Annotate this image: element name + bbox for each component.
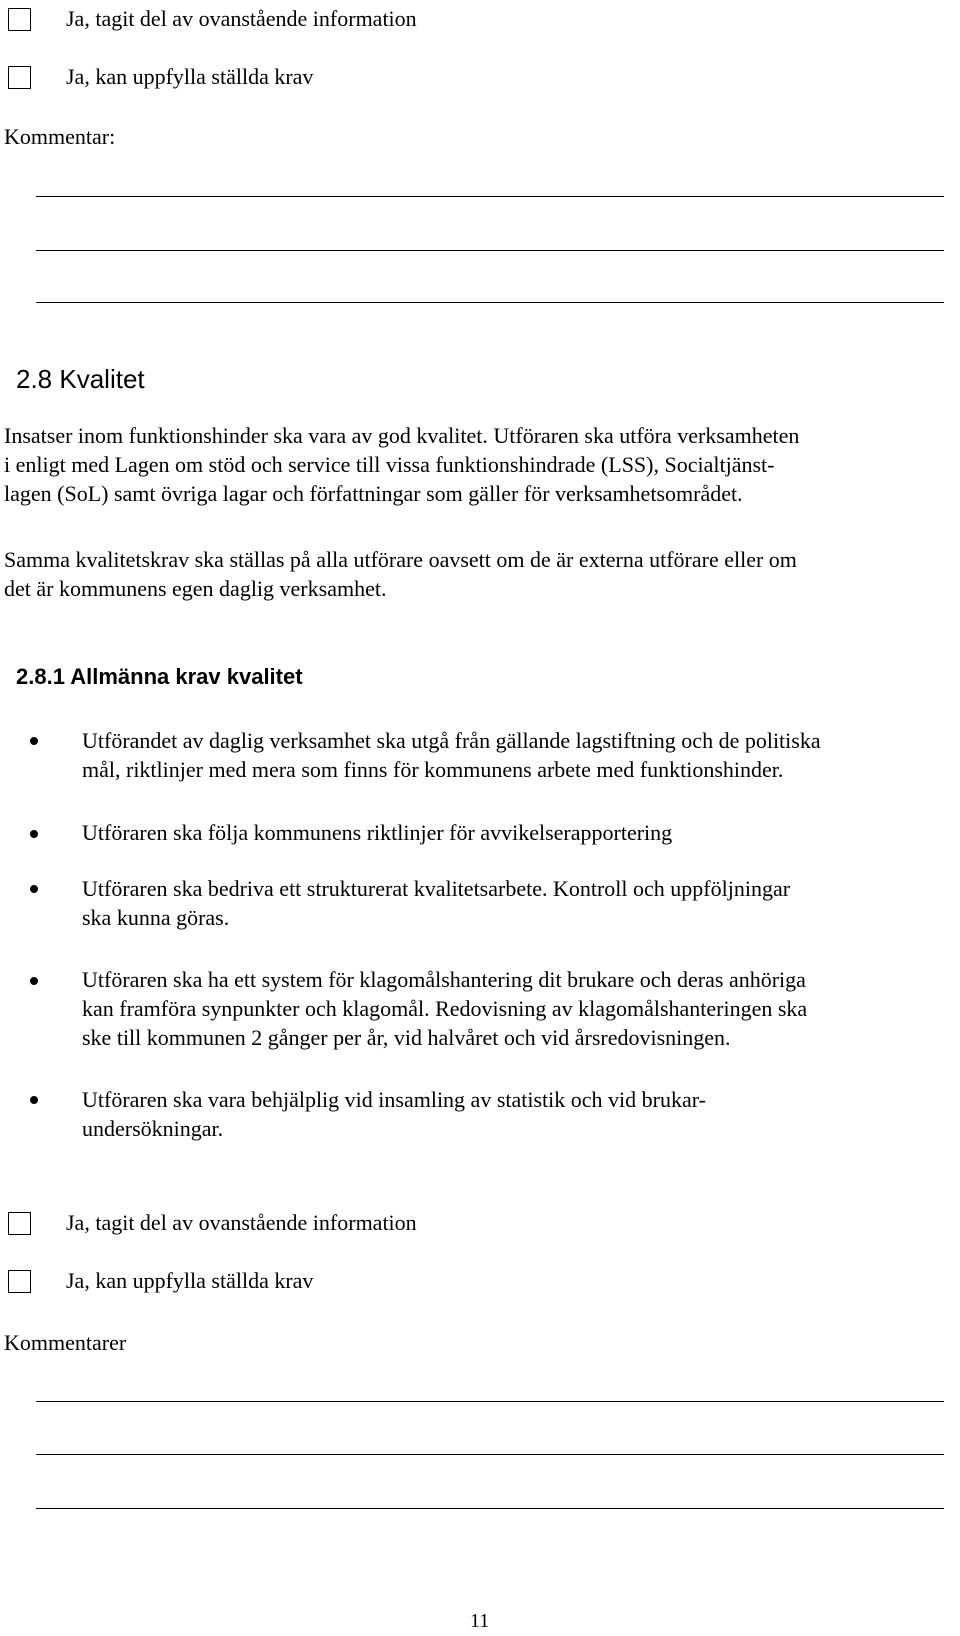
bullet-icon [30,1096,38,1104]
checkbox-fulfill-bottom[interactable] [8,1270,31,1293]
paragraph-quality-requirements [4,545,956,603]
text-line: ska kunna göras. [82,905,230,930]
checkbox-label: Ja, kan uppfylla ställda krav [66,1268,314,1293]
text-line: det är kommunens egen daglig verksamhet. [4,576,387,601]
bullet-item-quality-work [82,874,952,932]
comment-line-2-bottom[interactable] [36,1454,944,1455]
bullet-item-legislation [82,726,952,784]
comment-label-top: Kommentar: [4,124,116,149]
text-line: Utföraren ska bedriva ett strukturerat kvalitetsarbete. Kontroll och uppföljningar [82,876,791,901]
bullet-icon [30,737,38,745]
checkbox-informed-bottom[interactable] [8,1212,31,1235]
text-line: Utföraren ska ha ett system för klagomålshantering dit brukare och deras anhöriga [82,967,806,992]
page-number: 11 [470,1610,490,1632]
checkbox-row-fulfill-bottom [8,1268,313,1294]
checkbox-label: Ja, tagit del av ovanstående information [66,1210,417,1235]
bullet-item-statistics [82,1085,952,1143]
checkbox-informed-top[interactable] [8,8,31,31]
text-line: Utföraren ska följa kommunens riktlinjer för avvikelserapportering [82,820,673,845]
comment-line-3-bottom[interactable] [36,1508,944,1509]
comment-line-1-bottom[interactable] [36,1401,944,1402]
bullet-icon [30,830,38,838]
bullet-item-complaints [82,965,952,1052]
checkbox-label: Ja, tagit del av ovanstående information [66,6,417,31]
bullet-icon [30,977,38,985]
text-line: Utföraren ska vara behjälplig vid insamling av statistik och vid brukar- [82,1087,706,1112]
comment-label-bottom: Kommentarer [4,1330,127,1355]
comment-line-2-top[interactable] [36,250,944,251]
text-line: kan framföra synpunkter och klagomål. Redovisning av klagomålshanteringen ska [82,996,808,1021]
text-line: lagen (SoL) samt övriga lagar och författningar som gäller för verksamhetsområdet. [4,481,743,506]
bullet-item-deviation-reporting [82,818,952,847]
checkbox-row-informed-bottom [8,1210,417,1236]
checkbox-fulfill-top[interactable] [8,66,31,89]
text-line: ske till kommunen 2 gånger per år, vid halvåret och vid årsredovisningen. [82,1025,731,1050]
checkbox-row-fulfill-top [8,64,313,90]
paragraph-quality-intro [4,421,956,508]
text-line: mål, riktlinjer med mera som finns för kommunens arbete med funktionshinder. [82,757,784,782]
section-heading-2-8: 2.8 Kvalitet [16,364,145,394]
text-line: Utförandet av daglig verksamhet ska utgå från gällande lagstiftning och de politiska [82,728,821,753]
checkbox-row-informed-top [8,6,417,32]
bullet-icon [30,885,38,893]
text-line: undersökningar. [82,1116,224,1141]
text-line: Samma kvalitetskrav ska ställas på alla utförare oavsett om de är externa utförare eller om [4,547,797,572]
section-heading-2-8-1: 2.8.1 Allmänna krav kvalitet [16,664,303,689]
comment-line-1-top[interactable] [36,196,944,197]
checkbox-label: Ja, kan uppfylla ställda krav [66,64,314,89]
text-line: Insatser inom funktionshinder ska vara av god kvalitet. Utföraren ska utföra verksamheten [4,423,800,448]
text-line: i enligt med Lagen om stöd och service till vissa funktionshindrade (LSS), Socialtjänst- [4,452,775,477]
comment-line-3-top[interactable] [36,302,944,303]
